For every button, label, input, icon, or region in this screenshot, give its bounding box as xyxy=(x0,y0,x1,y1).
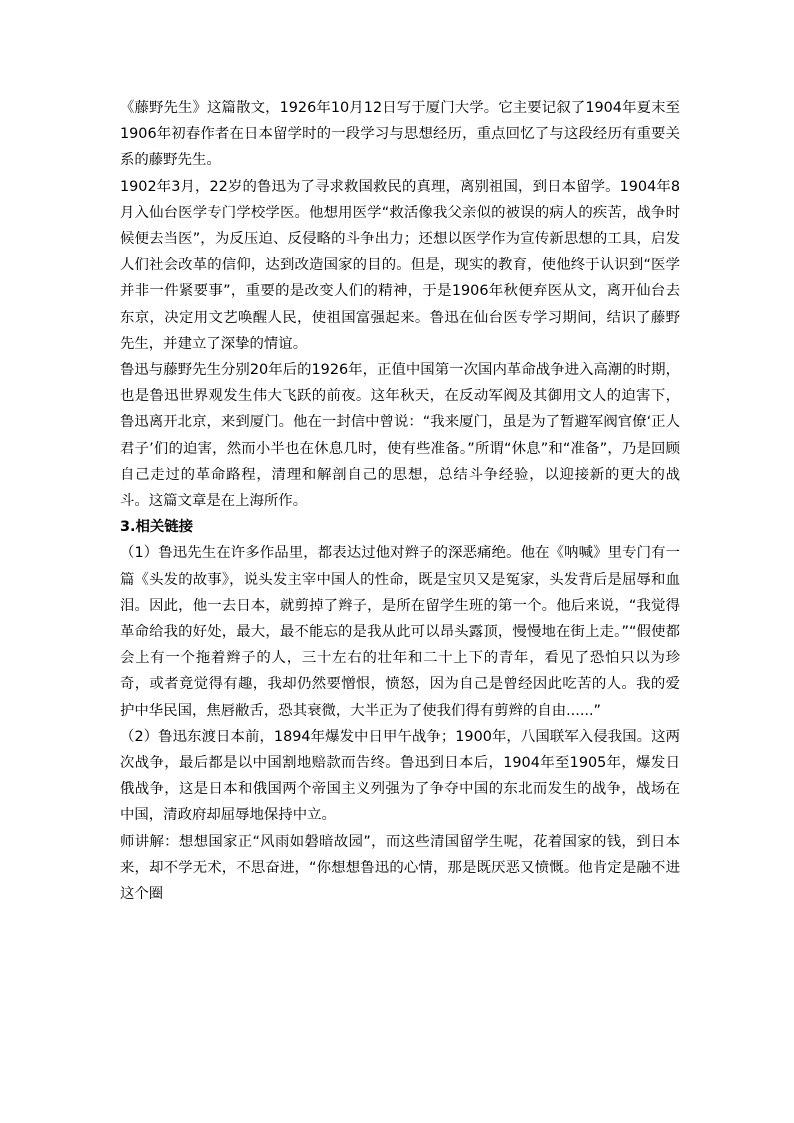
link-item-2: （2）鲁迅东渡日本前，1894年爆发中日甲午战争；1900年，八国联军入侵我国。这两次战争，最后都是以中国割地赔款而告终。鲁迅到日本后，1904年至1905年，爆发日俄战争，这是日本和俄国两个帝国主义列强为了争夺中国的东北而发生的战争，战场在中国，清政府却屈辱地保持中立。 xyxy=(120,728,680,824)
intro-paragraph: 《藤野先生》这篇散文，1926年10月12日写于厦门大学。它主要记叙了1904年夏末至1906年初春作者在日本留学时的一段学习与思想经历，重点回忆了与这段经历有重要关系的藤野先生。 xyxy=(120,100,680,169)
teacher-explanation: 师讲解：想想国家正“风雨如磐暗故园”，而这些清国留学生呢，花着国家的钱，到日本来，却不学无术，不思奋进，“你想想鲁迅的心情，那是既厌恶又愤慨。他肯定是融不进这个圈 xyxy=(120,833,680,903)
section-heading: 3.相关链接 xyxy=(120,519,194,536)
background-paragraph: 1902年3月，22岁的鲁迅为了寻求救国救民的真理，离别祖国，到日本留学。1904年8月入仙台医学专门学校学医。他想用医学“救活像我父亲似的被误的病人的疾苦，战争时候便去当医”，为反压迫、反侵略的斗争出力；还想以医学作为宣传新思想的工具，启发人们社会改革的信仰，达到改造国家的目的。但是，现实的教育，使他终于认识到“医学并非一件紧要事”，重要的是改变人们的精神，于是1906年秋便弃医从文，离开仙台去东京，决定用文艺唤醒人民，使祖国富强起来。鲁迅在仙台医专学习期间，结识了藤野先生，并建立了深挚的情谊。 xyxy=(120,178,680,352)
document-page xyxy=(120,95,680,907)
link-item-1: （1）鲁迅先生在许多作品里，都表达过他对辫子的深恶痛绝。他在《呐喊》里专门有一篇《头发的故事》，说头发主宰中国人的性命，既是宝贝又是冤家，头发背后是屈辱和血泪。因此，他一去日本，就剪掉了辫子，是所在留学生班的第一个。他后来说，“我觉得革命给我的好处，最大，最不能忘的是我从此可以昂头露顶，慢慢地在街上走。”“假使都会上有一个拖着辫子的人，三十左右的壮年和二十上下的青年，看见了恐怕只以为珍奇，或者竟觉得有趣，我却仍然要憎恨，愤怒，因为自己是曾经因此吃苦的人。我的爱护中华民国，焦唇敝舌，恐其衰微，大半正为了使我们得有剪辫的自由......” xyxy=(120,545,680,719)
writing-context-paragraph: 鲁迅与藤野先生分别20年后的1926年，正值中国第一次国内革命战争进入高潮的时期，也是鲁迅世界观发生伟大飞跃的前夜。这年秋天，在反动军阀及其御用文人的迫害下，鲁迅离开北京，来到厦门。他在一封信中曾说：“我来厦门，虽是为了暂避军阀官僚‘正人君子’们的迫害，然而小半也在休息几时，使有些准备。”所谓“休息”和“准备”，乃是回顾自己走过的革命路程，清理和解剖自己的思想，总结斗争经验，以迎接新的更大的战斗。这篇文章是在上海所作。 xyxy=(120,362,680,510)
